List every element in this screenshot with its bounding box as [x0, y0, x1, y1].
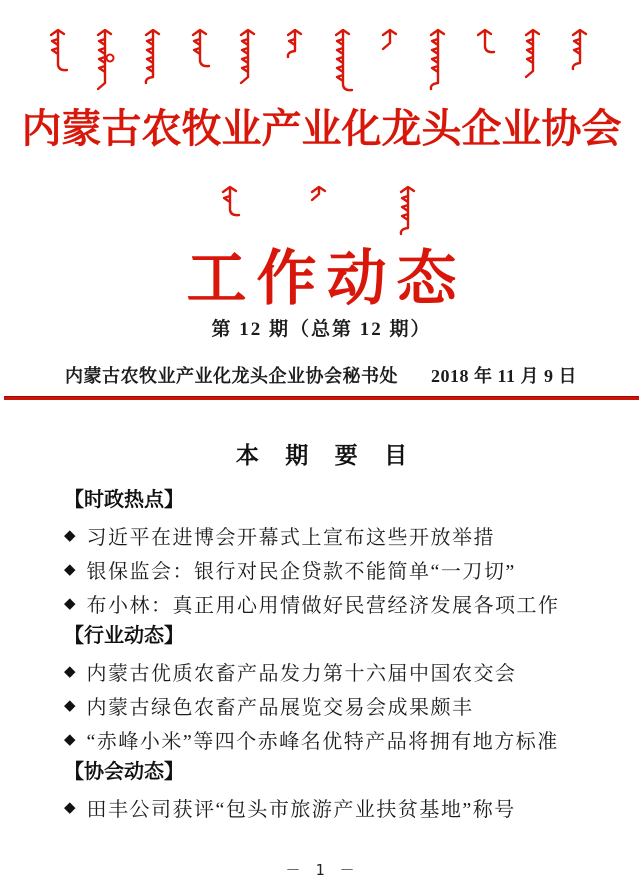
divider-rule: [4, 396, 639, 400]
toc-item: [64, 586, 607, 620]
toc-item-text: 布小林：真正用心用情做好民营经济发展各项工作: [86, 594, 560, 617]
mongolian-word-icon: [305, 184, 335, 206]
diamond-bullet-icon: ◆: [64, 595, 76, 612]
toc-item: [64, 688, 607, 722]
toc-item: [64, 518, 607, 552]
mongolian-word-icon: [376, 27, 406, 55]
mongolian-word-icon: [329, 27, 359, 97]
mongolian-word-icon: [234, 27, 264, 89]
toc-item: [64, 654, 607, 688]
diamond-bullet-icon: ◆: [64, 697, 76, 714]
mongolian-word-icon: [424, 27, 454, 95]
toc-item: [64, 722, 607, 756]
diamond-bullet-icon: ◆: [64, 527, 76, 544]
publisher-name: 内蒙古农牧业产业化龙头企业协会秘书处: [65, 366, 398, 386]
diamond-bullet-icon: ◆: [64, 561, 76, 578]
bulletin-title: 工作动态: [186, 246, 467, 312]
toc-item-text: 习近平在进博会开幕式上宣布这些开放举措: [86, 526, 496, 549]
publisher-line: [65, 362, 577, 388]
toc-heading: 本 期 要 目: [235, 442, 418, 468]
org-title: 内蒙古农牧业产业化龙头企业协会: [21, 106, 622, 151]
toc-item-text: 田丰公司获评“包头市旅游产业扶贫基地”称号: [86, 798, 516, 821]
toc-section-label-politics: 【时政热点】: [64, 489, 184, 511]
issue-line: 第 12 期（总第 12 期）: [211, 319, 432, 340]
toc-item-text: 内蒙古绿色农畜产品展览交易会成果颇丰: [86, 696, 474, 719]
mongolian-word-icon: [216, 184, 246, 222]
mongolian-word-icon: [281, 27, 311, 63]
diamond-bullet-icon: ◆: [64, 663, 76, 680]
mongolian-word-icon: [139, 27, 169, 89]
diamond-bullet-icon: ◆: [64, 799, 76, 816]
page-number: － 1 －: [285, 861, 358, 879]
toc-item: [64, 552, 607, 586]
mongolian-script-row-top: [44, 27, 596, 97]
toc-section-label-industry: 【行业动态】: [64, 625, 184, 647]
toc: [64, 484, 607, 824]
diamond-bullet-icon: ◆: [64, 731, 76, 748]
mongolian-word-icon: [519, 27, 549, 83]
mongolian-word-icon: [471, 27, 501, 59]
mongolian-word-icon: [566, 27, 596, 75]
mongolian-word-icon: [186, 27, 216, 73]
toc-item-text: 内蒙古优质农畜产品发力第十六届中国农交会: [86, 662, 517, 685]
toc-item-text: 银保监会：银行对民企贷款不能简单“一刀切”: [86, 560, 516, 583]
mongolian-word-icon: [44, 27, 74, 77]
toc-section-label-association: 【协会动态】: [64, 761, 184, 783]
toc-item: [64, 790, 607, 824]
issue-date: 2018 年 11 月 9 日: [430, 366, 577, 386]
mongolian-word-icon: [91, 27, 121, 95]
toc-item-text: “赤峰小米”等四个赤峰名优特产品将拥有地方标准: [86, 730, 559, 753]
